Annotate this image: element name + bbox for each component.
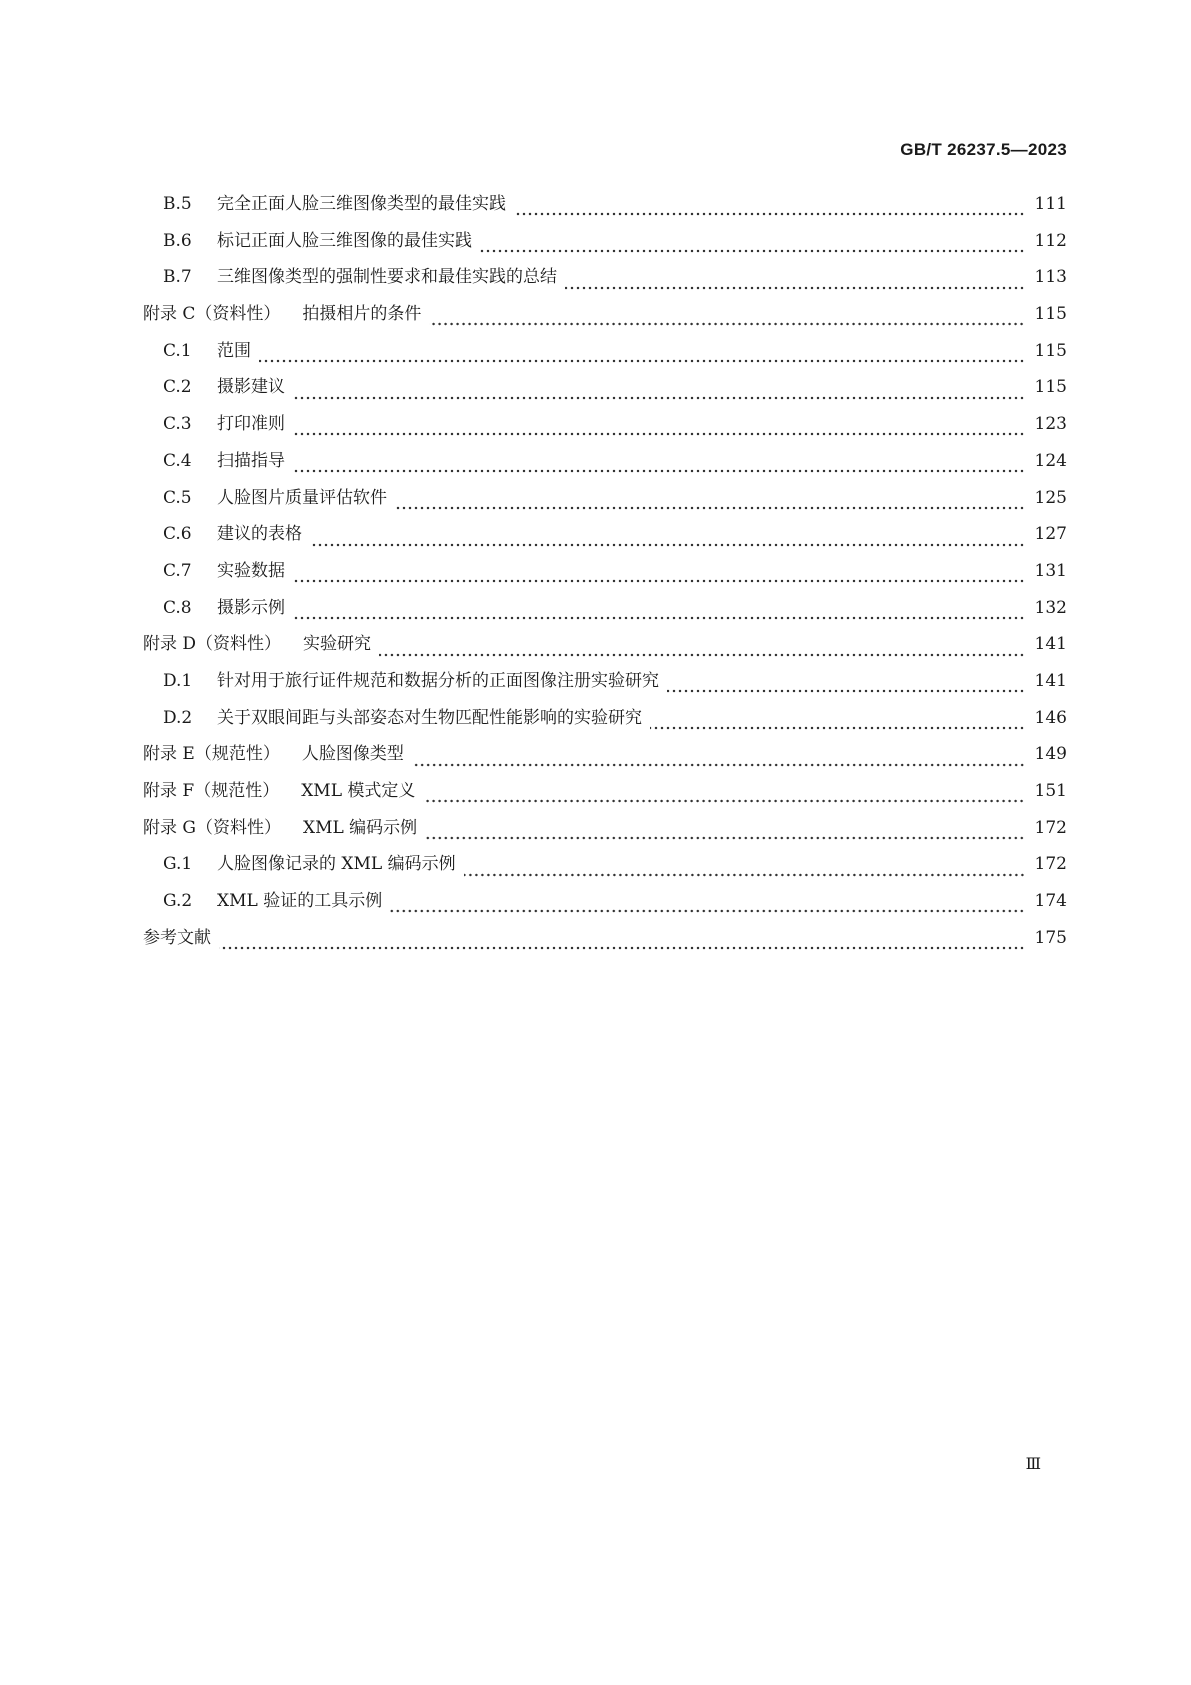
toc-title: 三维图像类型的强制性要求和最佳实践的总结: [217, 267, 557, 288]
leader-dots: [293, 579, 1025, 583]
toc-title: 标记正面人脸三维图像的最佳实践: [217, 230, 472, 251]
toc-number: G.1: [163, 854, 193, 875]
toc-number: C.3: [163, 414, 192, 435]
leader-dots: [219, 946, 1025, 950]
leader-dots: [293, 616, 1025, 620]
toc-entry[interactable]: [143, 412, 1067, 449]
toc-entry[interactable]: [143, 706, 1067, 743]
leader-dots: [293, 432, 1025, 436]
toc-title: XML 验证的工具示例: [217, 891, 383, 912]
toc-page: 111: [1034, 194, 1067, 214]
toc-entry[interactable]: [143, 265, 1067, 302]
toc-number: B.7: [163, 267, 192, 288]
toc-entry[interactable]: [143, 339, 1067, 376]
leader-dots: [379, 653, 1025, 657]
toc-page: 127: [1034, 524, 1067, 545]
toc-number: C.1: [163, 340, 192, 361]
toc-page: 115: [1034, 304, 1067, 325]
toc-page: 146: [1034, 707, 1067, 728]
toc-page: 172: [1034, 817, 1067, 838]
leader-dots: [390, 909, 1025, 913]
leader-dots: [412, 763, 1025, 767]
toc-title: 建议的表格: [217, 524, 302, 545]
leader-dots: [423, 799, 1025, 803]
toc-number: 附录 D（资料性）: [143, 634, 282, 655]
toc-title: 完全正面人脸三维图像类型的最佳实践: [217, 194, 506, 214]
toc-page: 115: [1034, 377, 1067, 398]
toc-title: XML 模式定义: [301, 781, 416, 801]
toc-number: C.2: [163, 377, 192, 398]
leader-dots: [293, 469, 1025, 473]
toc-page: 149: [1034, 744, 1067, 765]
toc-page: 172: [1034, 854, 1067, 875]
leader-dots: [480, 249, 1025, 253]
toc-number: C.4: [163, 450, 192, 471]
toc-entry[interactable]: [143, 486, 1067, 523]
toc-entry-references[interactable]: [143, 926, 1067, 963]
toc-page: 141: [1034, 670, 1067, 691]
table-of-contents: [143, 192, 1067, 962]
toc-entry-appendix[interactable]: [143, 632, 1067, 669]
toc-title: 针对用于旅行证件规范和数据分析的正面图像注册实验研究: [217, 670, 659, 691]
toc-number: G.2: [163, 891, 193, 912]
toc-title: 摄影建议: [217, 377, 285, 398]
toc-number: 附录 G（资料性）: [143, 817, 281, 838]
toc-page: 113: [1034, 267, 1067, 288]
toc-page: 125: [1034, 487, 1067, 508]
toc-entry[interactable]: [143, 375, 1067, 412]
toc-title: 打印准则: [217, 414, 285, 435]
leader-dots: [667, 689, 1025, 693]
leader-dots: [259, 359, 1025, 363]
toc-entry[interactable]: [143, 669, 1067, 706]
toc-page: 124: [1034, 450, 1067, 471]
toc-entry[interactable]: [143, 596, 1067, 633]
page-number: Ⅲ: [1025, 1454, 1041, 1473]
toc-number: B.5: [163, 194, 192, 214]
toc-page: 132: [1034, 597, 1067, 618]
toc-number: C.7: [163, 560, 192, 581]
toc-page: 123: [1034, 414, 1067, 435]
leader-dots: [425, 836, 1025, 840]
toc-page: 151: [1034, 781, 1067, 801]
leader-dots: [464, 873, 1025, 877]
toc-page: 175: [1034, 927, 1067, 948]
toc-entry-appendix[interactable]: [143, 779, 1067, 816]
leader-dots: [310, 543, 1025, 547]
toc-entry[interactable]: [143, 449, 1067, 486]
toc-entry[interactable]: [143, 889, 1067, 926]
toc-number: 附录 E（规范性）: [143, 744, 280, 765]
leader-dots: [650, 726, 1025, 730]
standard-id: GB/T 26237.5—2023: [900, 140, 1067, 159]
toc-entry[interactable]: [143, 192, 1067, 229]
toc-page: 112: [1034, 230, 1067, 251]
toc-title: 范围: [217, 340, 251, 361]
toc-title: 拍摄相片的条件: [302, 304, 422, 325]
toc-title: XML 编码示例: [302, 817, 418, 838]
toc-entry-appendix[interactable]: [143, 816, 1067, 853]
toc-number: D.1: [163, 670, 193, 691]
toc-page: 141: [1034, 634, 1067, 655]
toc-page: 115: [1034, 340, 1067, 361]
leader-dots: [429, 322, 1025, 326]
toc-number: 附录 C（资料性）: [143, 304, 281, 325]
toc-title: 人脸图片质量评估软件: [217, 487, 387, 508]
toc-title: 实验数据: [217, 560, 285, 581]
leader-dots: [514, 212, 1025, 216]
toc-entry-appendix[interactable]: [143, 742, 1067, 779]
toc-entry[interactable]: [143, 522, 1067, 559]
toc-entry[interactable]: [143, 852, 1067, 889]
toc-number: B.6: [163, 230, 192, 251]
toc-title: 关于双眼间距与头部姿态对生物匹配性能影响的实验研究: [217, 707, 642, 728]
leader-dots: [395, 506, 1025, 510]
toc-number: C.5: [163, 487, 192, 508]
leader-dots: [565, 286, 1025, 290]
toc-title: 实验研究: [303, 634, 372, 655]
toc-title: 摄影示例: [217, 597, 285, 618]
toc-number: C.6: [163, 524, 192, 545]
toc-entry-appendix[interactable]: [143, 302, 1067, 339]
toc-title: 参考文献: [143, 927, 211, 948]
leader-dots: [293, 396, 1025, 400]
toc-number: 附录 F（规范性）: [143, 781, 280, 801]
toc-number: C.8: [163, 597, 192, 618]
toc-number: D.2: [163, 707, 193, 728]
toc-title: 人脸图像类型: [301, 744, 404, 765]
toc-title: 人脸图像记录的 XML 编码示例: [217, 854, 456, 875]
toc-page: 174: [1034, 891, 1067, 912]
toc-entry[interactable]: [143, 559, 1067, 596]
toc-entry[interactable]: [143, 229, 1067, 266]
toc-page: 131: [1034, 560, 1067, 581]
toc-title: 扫描指导: [217, 450, 285, 471]
